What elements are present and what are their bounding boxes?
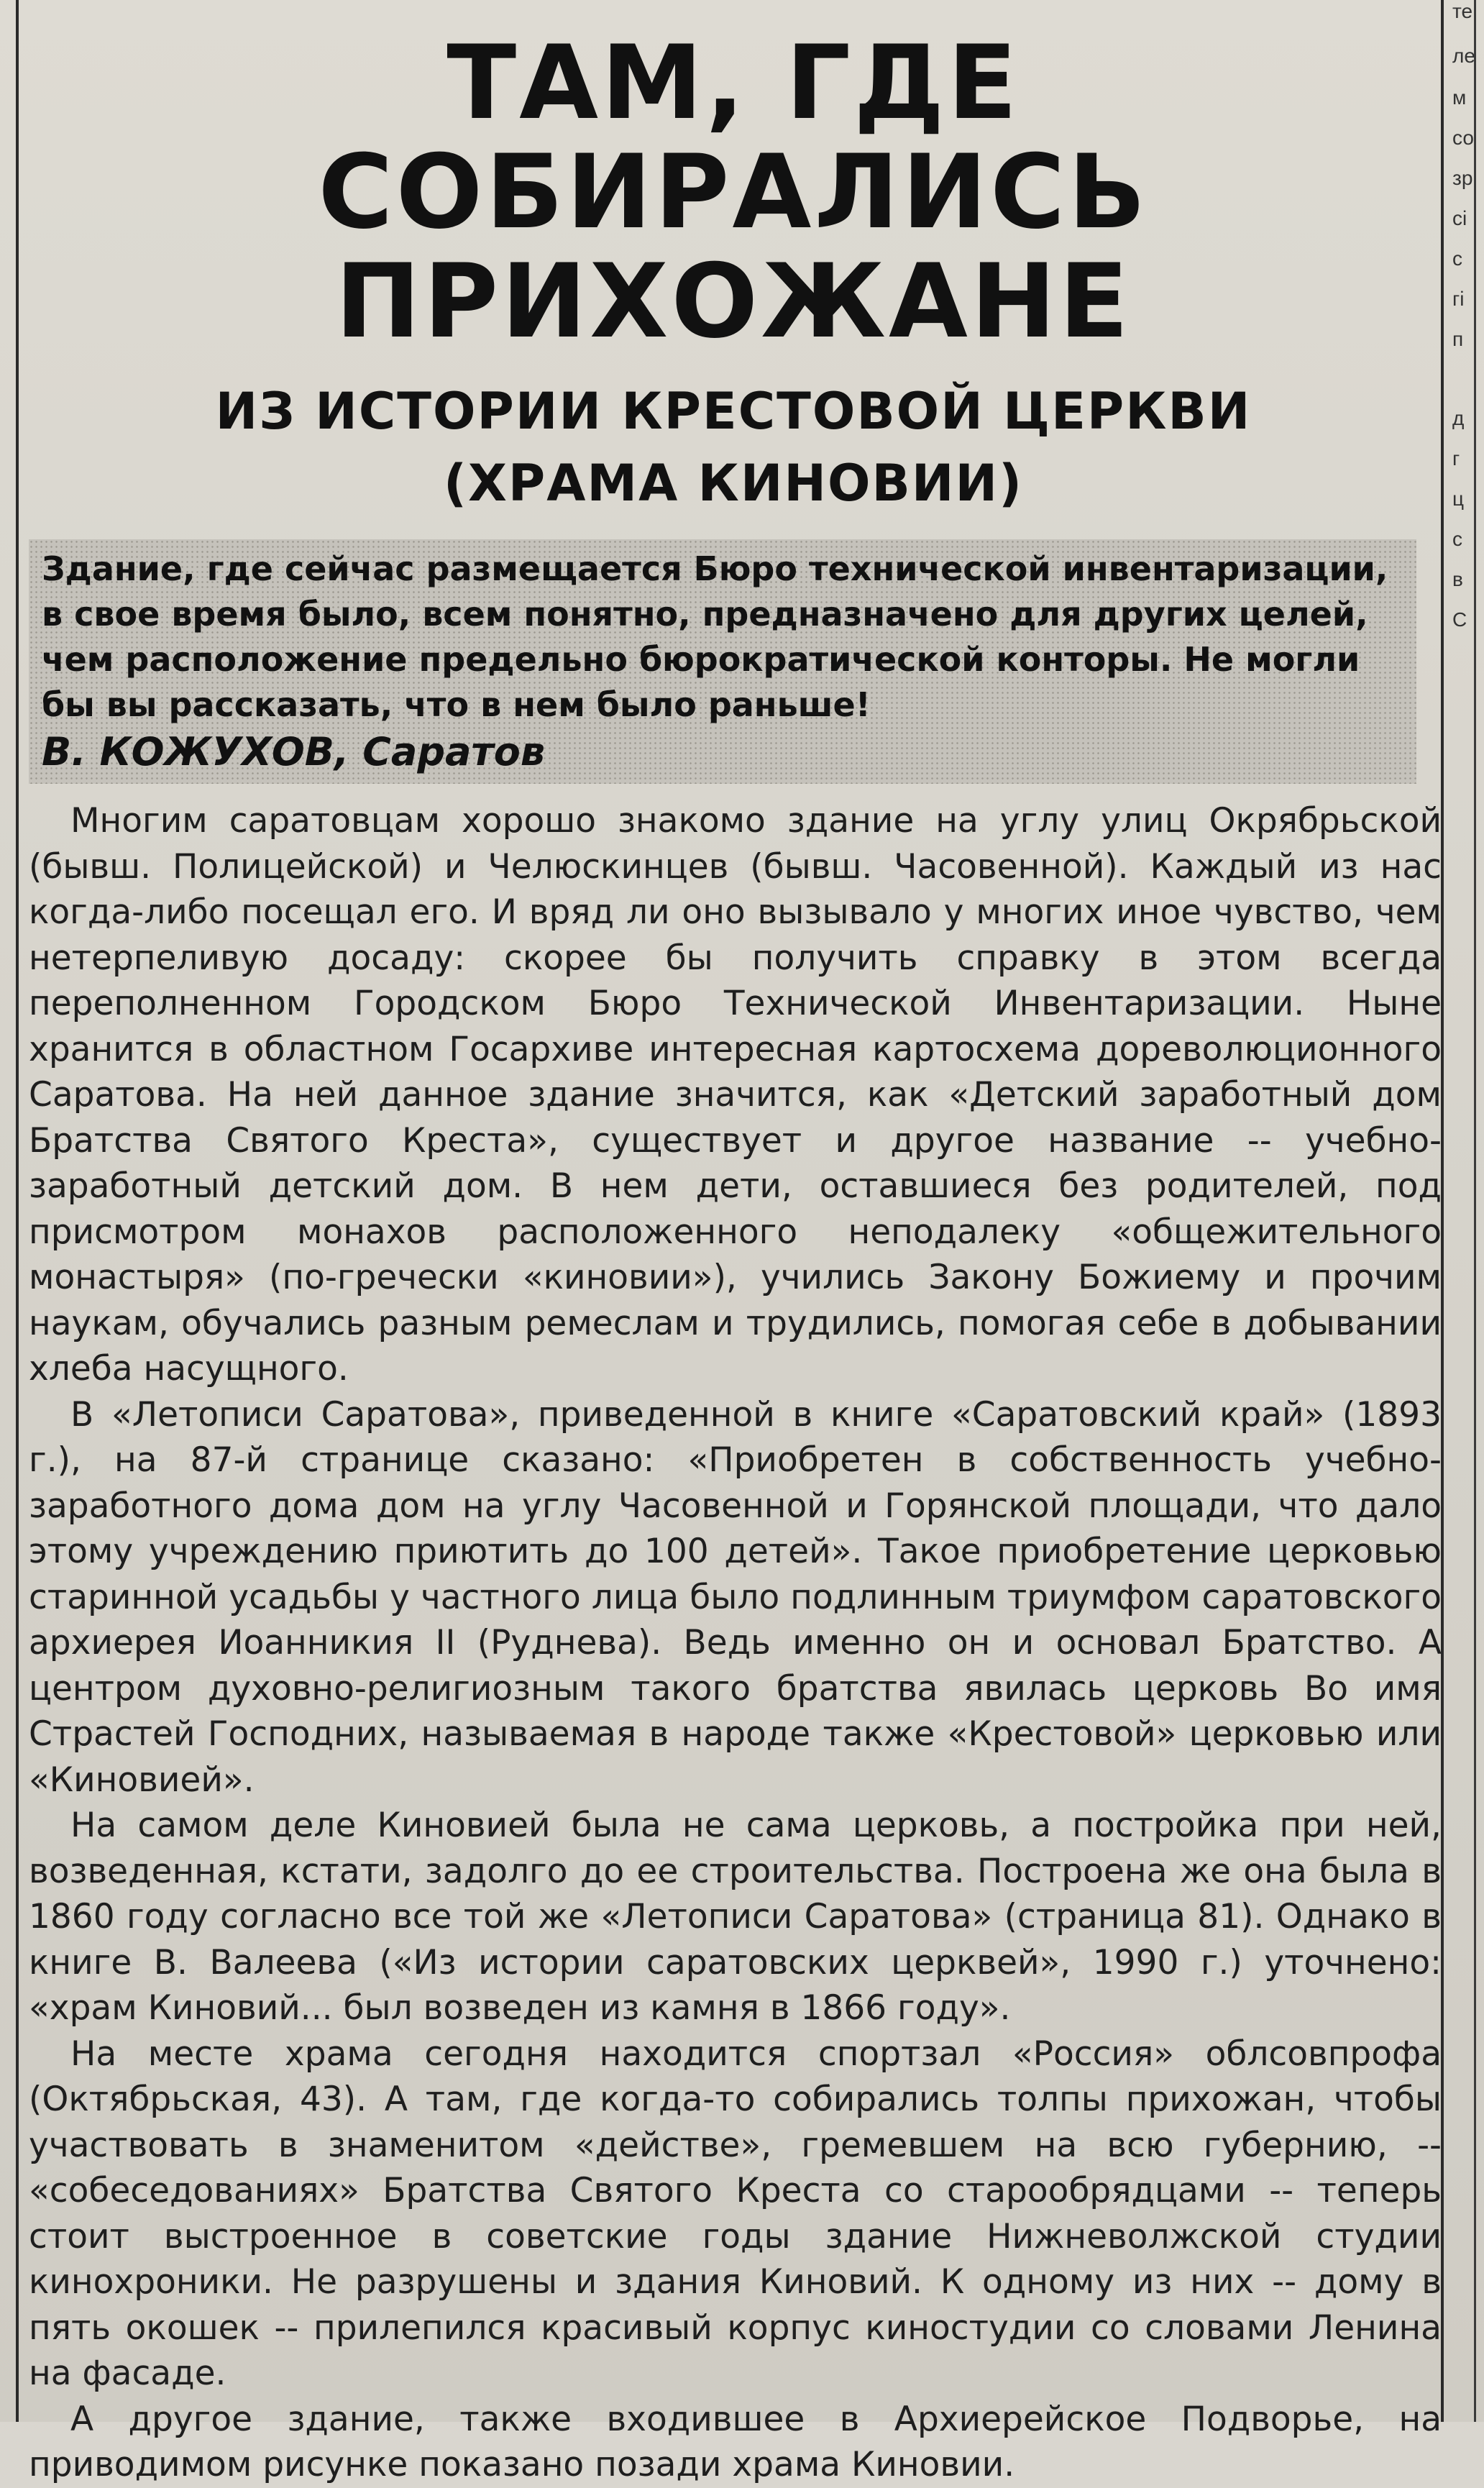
neighbor-fragment: со: [1452, 127, 1474, 149]
paragraph: А другое здание, также входившее в Архиерейское Подворье, на приводимом рисунке показано позади храма Киновии.: [29, 2399, 1442, 2484]
neighbor-fragment: г: [1452, 447, 1460, 470]
article-subtitle: [29, 375, 1438, 519]
title-line-1: ТАМ, ГДЕ СОБИРАЛИСЬ: [318, 24, 1149, 252]
neighbor-fragment: гі: [1452, 288, 1465, 310]
neighbor-fragment: с: [1452, 247, 1462, 270]
neighbor-fragment: в: [1452, 568, 1463, 590]
neighbor-fragment: м: [1452, 86, 1467, 109]
paragraph: В «Летописи Саратова», приведенной в книге «Саратовский край» (1893 г.), на 87-й странице сказано: «Приобретен в собственность учебно-заработного дома дом на углу Часовенной и Горянской площади, что дало этому учреждению приютить до 100 детей». Такое приобретение церковью старинной усадьбы у частного лица было подлинным триумфом саратовского архиерея Иоанникия II (Руднева). Ведь именно он и основал Братство. А центром духовно-религиозным такого братства явилась церковь Во имя Страстей Господних, называемая в народе также «Крестовой» церковью или «Киновией».: [29, 1394, 1442, 1800]
title-line-2: ПРИХОЖАНЕ: [335, 242, 1132, 361]
column-rule-left: [16, 0, 19, 2422]
reader-question-box: [29, 539, 1416, 784]
neighbor-fragment: сі: [1452, 207, 1467, 229]
neighbor-fragment: д: [1452, 407, 1465, 429]
question-author: В. КОЖУХОВ, Саратов: [42, 729, 545, 774]
article-title: [29, 24, 1438, 361]
paragraph: На месте храма сегодня находится спортзал «Россия» облсовпрофа (Октябрьская, 43). А там, где когда-то собирались толпы прихожан, чтобы участвовать в знаменитом «действе», гремевшем на всю губернию, -- «собеседованиях» Братства Святого Креста со старообрядцами -- теперь стоит выстроенное в советские годы здание Нижневолжской студии кинохроники. Не разрушены и здания Киновий. К одному из них -- дому в пять окошек -- прилепился красивый корпус киностудии со словами Ленина на фасаде.: [29, 2034, 1442, 2393]
neighbor-fragment: С: [1452, 608, 1467, 631]
paragraph: На самом деле Киновией была не сама церковь, а постройка при ней, возведенная, кстати, задолго до ее строительства. Построена же она была в 1860 году согласно все той же «Летописи Саратова» (страница 81). Однако в книге В. Валеева («Из истории саратовских церквей», 1990 г.) уточнено: «храм Киновий... был возведен из камня в 1866 году».: [29, 1806, 1442, 2028]
neighbor-fragment: зр: [1452, 167, 1473, 189]
paragraph: Многим саратовцам хорошо знакомо здание на углу улиц Окрябрьской (бывш. Полицейской) и Челюскинцев (бывш. Часовенной). Каждый из нас когда-либо посещал его. И вряд ли оно вызывало у многих иное чувство, чем нетерпеливую досаду: скорее бы получить справку в этом всегда переполненном Городском Бюро Технической Инвентаризации. Ныне хранится в областном Госархиве интересная картосхема дореволюционного Саратова. На ней данное здание значится, как «Детский заработный дом Братства Святого Креста», существует и другое название -- учебно-заработный детский дом. В нем дети, оставшиеся без родителей, под присмотром монахов расположенного неподалеку «общежительного монастыря» (по-гречески «киновии»), учились Закону Божиему и прочим наукам, обучались разным ремеслам и трудились, помогая себе в добывании хлеба насущного.: [29, 801, 1442, 1389]
subtitle-line-2: (ХРАМА КИНОВИИ): [443, 454, 1024, 513]
neighbor-fragment: с: [1452, 528, 1462, 550]
neighbor-fragment: те: [1452, 0, 1473, 22]
subtitle-line-1: ИЗ ИСТОРИИ КРЕСТОВОЙ ЦЕРКВИ: [215, 382, 1252, 441]
article-body: [29, 798, 1442, 2488]
neighbor-fragment: ле: [1452, 45, 1475, 67]
reader-question: Здание, где сейчас размещается Бюро технической инвентаризации, в свое время было, всем понятно, предназначено для других целей, чем расположение предельно бюрократической конторы. Не могли бы вы рассказать, что в нем было раньше!: [42, 549, 1388, 724]
article: [29, 24, 1442, 2488]
neighbor-fragment: ц: [1452, 488, 1465, 510]
neighbor-column: [1449, 0, 1484, 2422]
neighbor-fragment: п: [1452, 328, 1464, 350]
